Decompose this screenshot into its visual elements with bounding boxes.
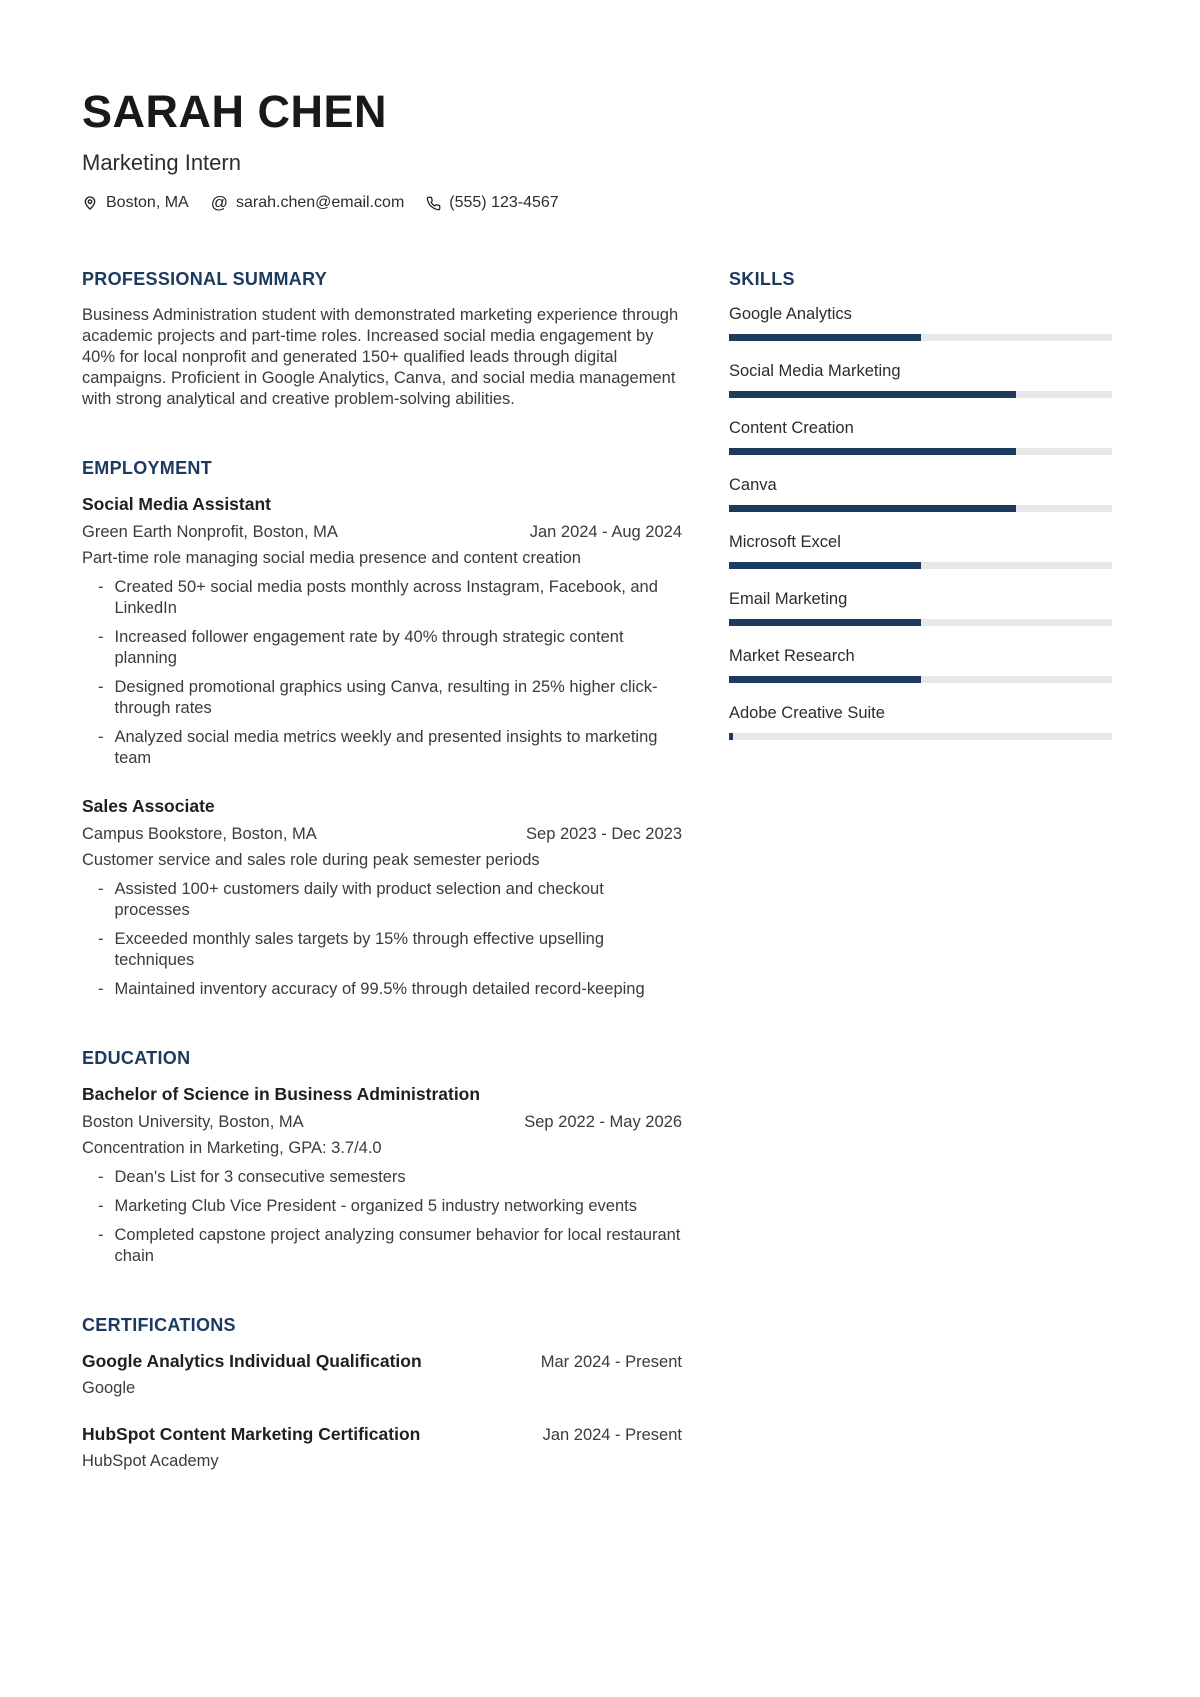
skill-item [729, 362, 1112, 398]
job-bullet [82, 677, 682, 719]
job-dates: Jan 2024 - Aug 2024 [529, 523, 682, 542]
skill-name: Content Creation [729, 419, 854, 438]
section-certifications [82, 1315, 682, 1471]
skill-name: Google Analytics [729, 305, 852, 324]
resume-header [82, 88, 1112, 213]
skill-bar-track [729, 448, 1112, 455]
education-bullet [82, 1167, 682, 1188]
at-sign-icon: @ [210, 193, 228, 213]
certification-issuer: Google [82, 1378, 136, 1397]
education-bullet [82, 1225, 682, 1267]
education-school: Boston University, Boston, MA [82, 1112, 304, 1131]
skill-item [729, 305, 1112, 341]
job-bullet-list [82, 879, 682, 1000]
contact-row [82, 193, 1112, 213]
bullet-text: Completed capstone project analyzing consumer behavior for local restaurant chain [114, 1225, 681, 1265]
skill-bar-fill [729, 448, 1016, 455]
skill-name: Email Marketing [729, 590, 848, 609]
job-entry [82, 796, 682, 1000]
section-professional-summary [82, 269, 682, 410]
bullet-dash: - [98, 678, 104, 697]
certification-dates: Mar 2024 - Present [540, 1352, 682, 1371]
bullet-text: Exceeded monthly sales targets by 15% through effective upselling techniques [114, 930, 604, 969]
job-bullet [82, 627, 682, 669]
job-title: Sales Associate [82, 796, 215, 817]
skill-bar-track [729, 733, 1112, 740]
section-employment [82, 458, 682, 1000]
bullet-dash: - [98, 930, 104, 948]
job-bullet-list [82, 577, 682, 769]
skill-bar-track [729, 619, 1112, 626]
skill-name: Canva [729, 476, 777, 495]
summary-text: Business Administration student with demonstrated marketing experience through academic projects and part-time roles. Increased social media engagement by 40% for local nonprofit and generated 150+ qualified leads through digital campaigns. Proficient in Google Analytics, Canva, and social media management with strong analytical and creative problem-solving abilities. [82, 306, 679, 409]
employment-heading: EMPLOYMENT [82, 458, 213, 479]
bullet-text: Analyzed social media metrics weekly and presented insights to marketing team [114, 728, 658, 768]
skill-item [729, 647, 1112, 683]
certifications-heading: CERTIFICATIONS [82, 1314, 236, 1335]
bullet-dash: - [98, 728, 104, 747]
skill-bar-fill [729, 334, 921, 341]
bullet-text: Dean's List for 3 consecutive semesters [114, 1167, 406, 1186]
education-bullet [82, 1196, 682, 1217]
job-bullet [82, 879, 682, 921]
skill-name: Market Research [729, 647, 855, 666]
certification-entry [82, 1424, 682, 1471]
job-bullet [82, 577, 682, 619]
skills-sidebar [729, 269, 1112, 1519]
bullet-dash: - [98, 628, 104, 647]
job-title: Social Media Assistant [82, 494, 271, 515]
skill-bar-track [729, 334, 1112, 341]
bullet-text: Assisted 100+ customers daily with product selection and checkout processes [114, 880, 604, 919]
skill-bar-fill [729, 505, 1016, 512]
certification-name: Google Analytics Individual Qualification [82, 1350, 422, 1371]
skill-name: Microsoft Excel [729, 533, 841, 552]
phone-icon [426, 196, 441, 211]
job-description: Customer service and sales role during peak semester periods [82, 851, 540, 869]
bullet-text: Designed promotional graphics using Canva, resulting in 25% higher click-through rates [114, 678, 658, 718]
education-detail: Concentration in Marketing, GPA: 3.7/4.0 [82, 1138, 382, 1157]
bullet-dash: - [98, 1167, 104, 1186]
candidate-title: Marketing Intern [82, 150, 241, 176]
certification-entry [82, 1351, 682, 1398]
certification-issuer: HubSpot Academy [82, 1451, 219, 1470]
bullet-dash: - [98, 1225, 104, 1244]
map-pin-icon [82, 195, 98, 211]
job-bullet [82, 727, 682, 769]
skill-item [729, 476, 1112, 512]
bullet-text: Created 50+ social media posts monthly across Instagram, Facebook, and LinkedIn [114, 578, 658, 618]
bullet-text: Increased follower engagement rate by 40% through strategic content planning [114, 628, 624, 668]
certification-dates: Jan 2024 - Present [542, 1425, 682, 1444]
education-bullet-list [82, 1167, 682, 1267]
job-bullet [82, 979, 682, 1000]
skill-item [729, 704, 1112, 740]
skill-bar-track [729, 562, 1112, 569]
job-entry [82, 494, 682, 769]
education-entry [82, 1084, 682, 1267]
summary-heading: PROFESSIONAL SUMMARY [82, 269, 328, 290]
job-description: Part-time role managing social media presence and content creation [82, 549, 581, 568]
skill-name: Adobe Creative Suite [729, 704, 885, 723]
skill-bar-track [729, 505, 1112, 512]
job-company: Campus Bookstore, Boston, MA [82, 825, 317, 843]
bullet-dash: - [98, 578, 104, 597]
certification-name: HubSpot Content Marketing Certification [82, 1423, 421, 1444]
skill-item [729, 533, 1112, 569]
main-column [82, 269, 682, 1519]
bullet-dash: - [98, 980, 104, 998]
skill-item [729, 590, 1112, 626]
email-text: sarah.chen@email.com [235, 194, 405, 212]
contact-email [211, 193, 405, 213]
location-text: Boston, MA [106, 194, 189, 212]
skill-bar-track [729, 391, 1112, 398]
skill-item [729, 419, 1112, 455]
bullet-text: Marketing Club Vice President - organized 5 industry networking events [114, 1196, 637, 1215]
contact-phone [426, 194, 558, 212]
bullet-text: Maintained inventory accuracy of 99.5% through detailed record-keeping [114, 980, 645, 998]
education-heading: EDUCATION [82, 1048, 191, 1068]
phone-text: (555) 123-4567 [449, 194, 559, 212]
skill-bar-track [729, 676, 1112, 683]
skill-bar-fill [729, 562, 921, 569]
contact-location [82, 194, 189, 212]
skill-bar-fill [729, 733, 733, 740]
job-company: Green Earth Nonprofit, Boston, MA [82, 523, 338, 542]
section-education [82, 1048, 682, 1267]
education-degree: Bachelor of Science in Business Administration [82, 1084, 481, 1104]
bullet-dash: - [98, 1196, 104, 1215]
bullet-dash: - [98, 880, 104, 898]
job-dates: Sep 2023 - Dec 2023 [526, 825, 682, 843]
skills-heading: SKILLS [729, 269, 795, 290]
education-dates: Sep 2022 - May 2026 [524, 1112, 682, 1131]
skill-name: Social Media Marketing [729, 362, 901, 381]
job-bullet [82, 929, 682, 971]
candidate-name: SARAH CHEN [82, 86, 388, 137]
skill-bar-fill [729, 391, 1016, 398]
skill-bar-fill [729, 676, 921, 683]
skill-bar-fill [729, 619, 921, 626]
